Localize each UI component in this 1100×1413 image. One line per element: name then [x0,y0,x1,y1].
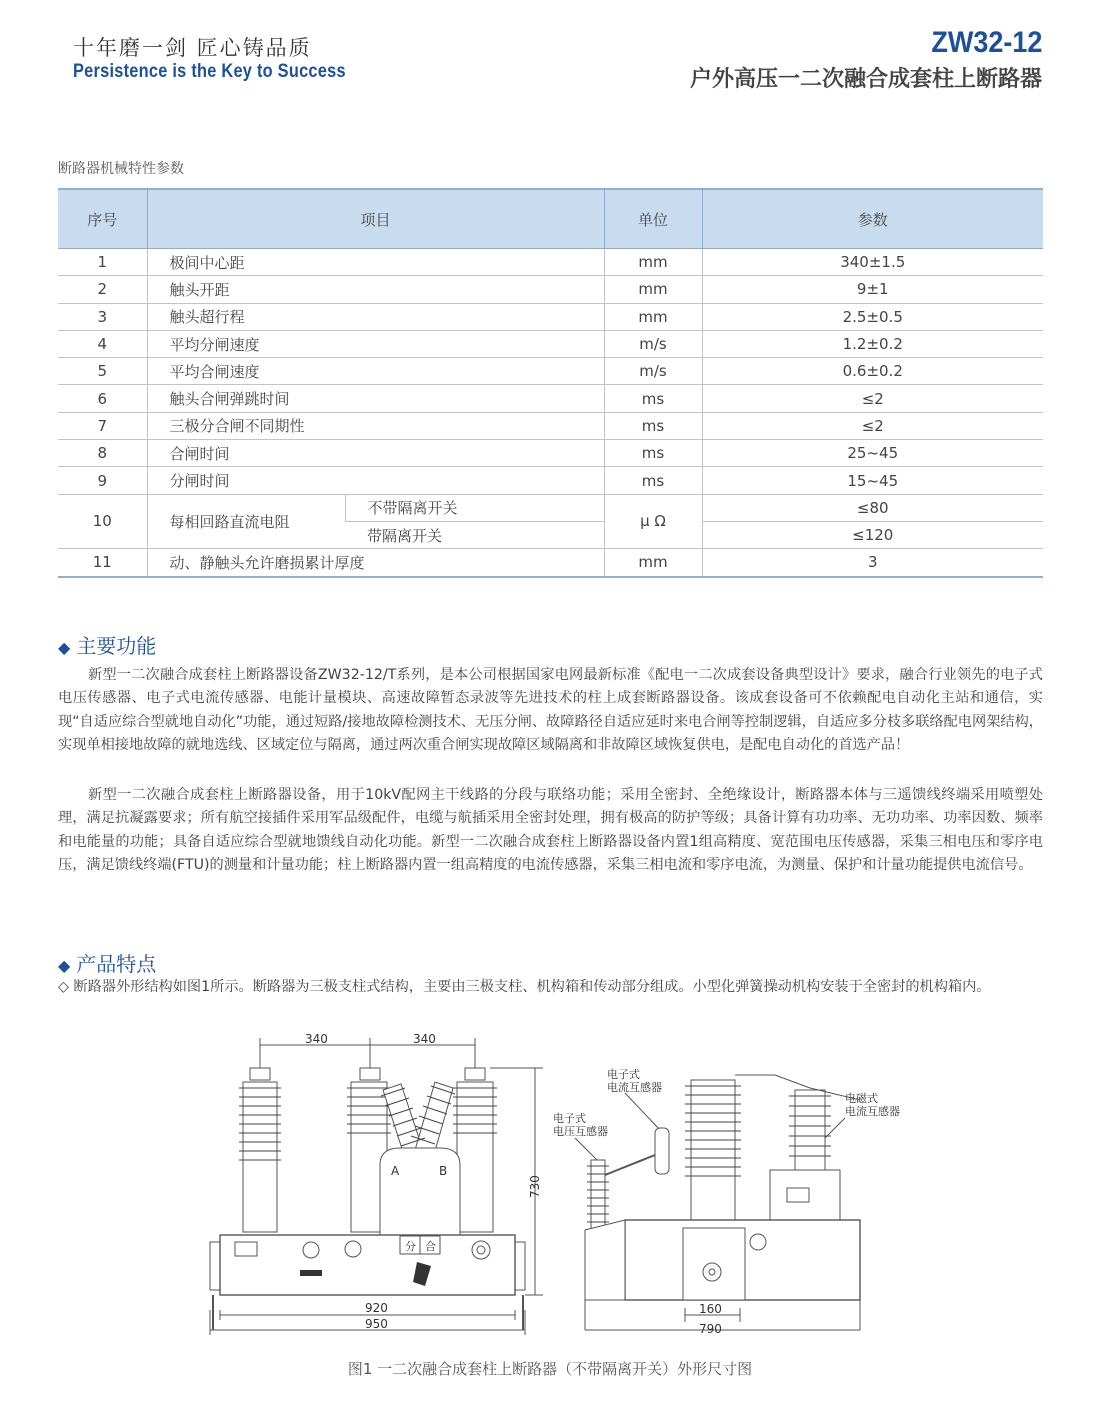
cell-value: 0.6±0.2 [702,358,1043,385]
dim-950: 950 [365,1317,388,1331]
cell-item: 每相回路直流电阻 [147,494,345,549]
cell-item: 触头合闸弹跳时间 [147,385,604,412]
table-row [58,412,1043,439]
label-close: 合 [425,1240,436,1253]
section-title: 主要功能 [76,634,157,658]
cell-no: 3 [58,303,147,330]
table-row-11 [58,549,1043,577]
cell-value: ≤2 [702,412,1043,439]
insulator-left [243,1068,277,1232]
cell-no: 6 [58,385,147,412]
slogan-chinese: 十年磨一剑 匠心铸品质 [73,36,312,60]
voltage-sensor-B [415,1082,453,1158]
label-ect-2: 电流互感器 [607,1081,662,1094]
cell-no: 10 [58,494,147,549]
label-B: B [439,1164,448,1178]
diamond-bullet-icon: ◆ [58,638,71,657]
dim-790: 790 [699,1322,722,1336]
label-evt-2: 电压互感器 [553,1125,608,1138]
slogan-english: Persistence is the Key to Success [73,61,346,82]
cell-unit: mm [604,549,702,577]
cell-item: 三极分合闸不同期性 [147,412,604,439]
header-no: 序号 [58,189,147,249]
cell-unit: m/s [604,330,702,357]
main-functions-paragraph-1: 新型一二次融合成套柱上断路器设备ZW32-12/T系列，是本公司根据国家电网最新标准《配电一二次成套设备典型设计》要求，融合行业领先的电子式电压传感器、电子式电流传感器、电能计量模块、高速故障暂态录波等先进技术的柱上成套断路器设备。该成套设备可不依赖配电自动化主站和通信，实现“自适应综合型就地自动化”功能，通过短路/接地故障检测技术、无压分闸、故障路径自适应延时来电合闸等控制逻辑，自适应多分枝多联络配电网架结构，实现单相接地故障的就地选线、区域定位与隔离，通过两次重合闸实现故障区域隔离和非故障区域恢复供电，是配电自动化的首选产品！ [58,667,1043,754]
cell-value: 2.5±0.5 [702,303,1043,330]
model-number: ZW32-12 [930,26,1042,59]
cell-value: 9±1 [702,276,1043,303]
table-caption: 断路器机械特性参数 [58,161,184,177]
cell-item: 触头超行程 [147,303,604,330]
cell-item: 平均合闸速度 [147,358,604,385]
cell-subitem: 不带隔离开关 [345,494,604,521]
label-emt-1: 电磁式 [845,1092,878,1105]
features-bullet-1: ◇ 断路器外形结构如图1所示。断路器为三极支柱式结构，主要由三极支柱、机构箱和传动部分组成。小型化弹簧操动机构安装于全密封的机构箱内。 [58,979,991,995]
cell-unit: μ Ω [604,494,702,549]
section-title: 产品特点 [76,952,157,976]
insulator-right [457,1068,493,1232]
table-row [58,385,1043,412]
label-ect-1: 电子式 [607,1068,640,1081]
cell-value: 340±1.5 [702,249,1043,276]
table-row [58,303,1043,330]
cell-no: 8 [58,440,147,467]
cell-unit: ms [604,412,702,439]
header-value: 参数 [702,189,1043,249]
cell-unit: m/s [604,358,702,385]
cell-value: 3 [702,549,1043,577]
cell-item: 触头开距 [147,276,604,303]
figure-caption: 图1 一二次融合成套柱上断路器（不带隔离开关）外形尺寸图 [347,1360,753,1378]
section-heading-main-functions [58,630,156,659]
section-heading-features [58,948,156,977]
cell-unit: ms [604,385,702,412]
table-row [58,440,1043,467]
cell-unit: mm [604,249,702,276]
cell-unit: mm [604,303,702,330]
cell-no: 1 [58,249,147,276]
cell-value: 15~45 [702,467,1043,494]
cell-item: 合闸时间 [147,440,604,467]
label-evt-1: 电子式 [553,1112,586,1125]
cell-no: 9 [58,467,147,494]
main-functions-paragraph-2: 新型一二次融合成套柱上断路器设备，用于10kV配网主干线路的分段与联络功能；采用全密封、全绝缘设计，断路器本体与三遥馈线终端采用喷塑处理，满足抗凝露要求；所有航空接插件采用军品级配件，电缆与航插采用全密封处理，拥有极高的防护等级；具备计算有功功率、无功功率、功率因数、频率和电能量的功能；具备自适应综合型就地馈线自动化功能。新型一二次融合成套柱上断路器设备内置1组高精度、宽范围电压传感器，采集三相电压和零序电压，满足馈线终端(FTU)的测量和计量功能；柱上断路器内置一组高精度的电流传感器，采集三相电流和零序电流，为测量、保护和计量功能提供电流信号。 [58,787,1043,874]
header-item: 项目 [147,189,604,249]
label-open: 分 [405,1240,416,1253]
cell-unit: ms [604,440,702,467]
product-title: 户外高压一二次融合成套柱上断路器 [689,67,1042,92]
cell-item: 极间中心距 [147,249,604,276]
table-row-10a [58,494,1043,521]
table-row [58,358,1043,385]
table-row [58,249,1043,276]
cell-no: 5 [58,358,147,385]
table-row [58,330,1043,357]
label-emt-2: 电流互感器 [845,1105,900,1118]
cell-item: 动、静触头允许磨损累计厚度 [147,549,604,577]
front-view [210,1032,543,1335]
dim-340-right: 340 [413,1032,436,1046]
cell-subitem: 带隔离开关 [345,521,604,548]
cell-no: 2 [58,276,147,303]
cell-value: ≤80 [702,494,1043,521]
cell-no: 4 [58,330,147,357]
cell-value: ≤120 [702,521,1043,548]
cell-value: 1.2±0.2 [702,330,1043,357]
cell-value: ≤2 [702,385,1043,412]
table-row [58,276,1043,303]
cell-no: 7 [58,412,147,439]
dim-730: 730 [528,1175,542,1198]
header-unit: 单位 [604,189,702,249]
cell-no: 11 [58,549,147,577]
table-row [58,467,1043,494]
spec-table [58,188,1043,578]
table-header-row [58,189,1043,249]
diamond-bullet-icon: ◆ [58,956,71,975]
cell-item: 分闸时间 [147,467,604,494]
dim-340-left: 340 [305,1032,328,1046]
label-A: A [391,1164,400,1178]
cell-value: 25~45 [702,440,1043,467]
cell-unit: mm [604,276,702,303]
cell-item: 平均分闸速度 [147,330,604,357]
side-view [553,1067,900,1336]
cell-unit: ms [604,467,702,494]
dim-160: 160 [699,1302,722,1316]
dim-920: 920 [365,1301,388,1315]
breaker-dimension-drawing [205,1030,925,1350]
